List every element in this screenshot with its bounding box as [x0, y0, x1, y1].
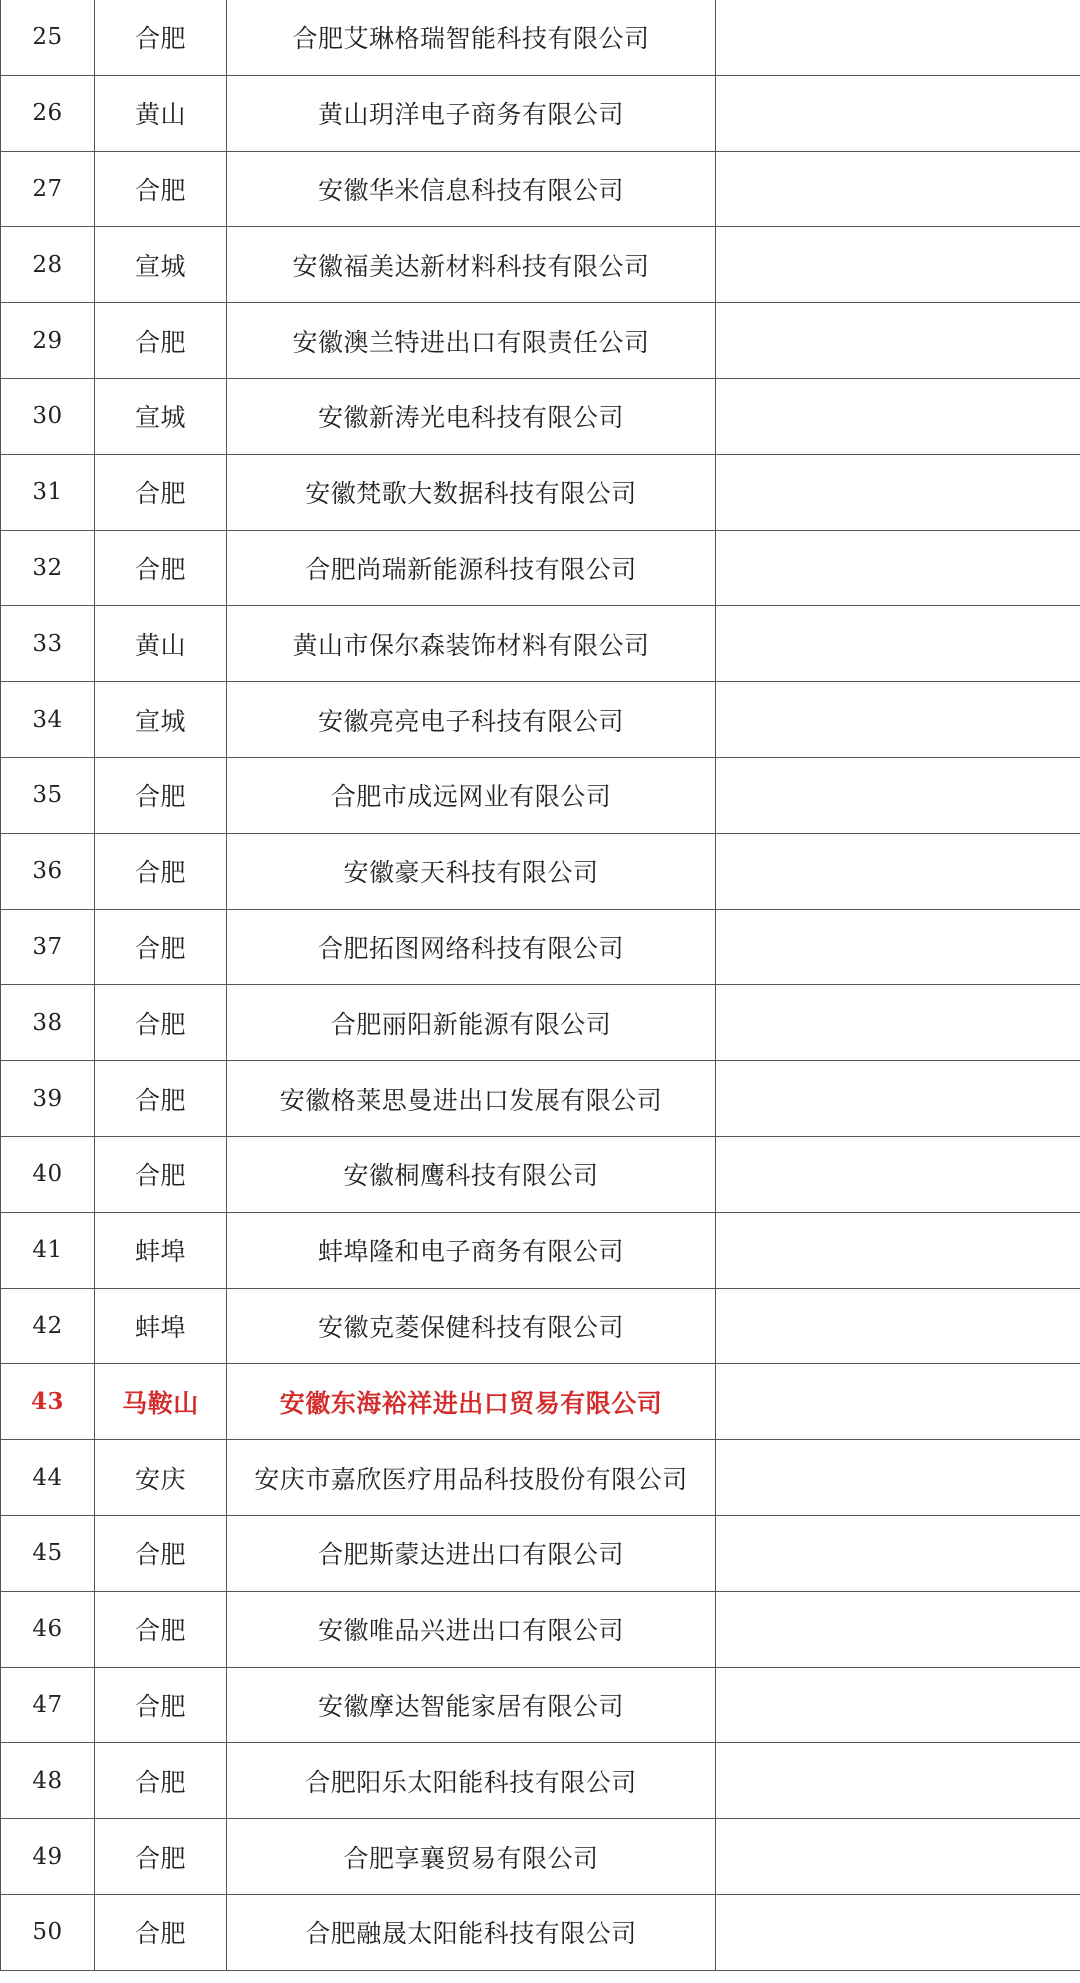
remark-cell [716, 227, 1080, 303]
city-cell: 合肥 [95, 1061, 227, 1137]
company-name-cell: 安徽摩达智能家居有限公司 [227, 1667, 716, 1743]
row-number-cell: 46 [1, 1591, 95, 1667]
remark-cell [716, 1819, 1080, 1895]
row-number-cell: 25 [1, 0, 95, 75]
row-number-cell: 28 [1, 227, 95, 303]
city-cell: 安庆 [95, 1440, 227, 1516]
row-number-cell: 26 [1, 75, 95, 151]
remark-cell [716, 1212, 1080, 1288]
city-cell: 合肥 [95, 0, 227, 75]
row-number-cell: 42 [1, 1288, 95, 1364]
table-row [1, 378, 1080, 454]
company-list-body [1, 0, 1080, 1970]
remark-cell [716, 1061, 1080, 1137]
row-number-cell: 39 [1, 1061, 95, 1137]
city-cell: 合肥 [95, 985, 227, 1061]
company-name-cell: 合肥阳乐太阳能科技有限公司 [227, 1743, 716, 1819]
table-row [1, 1212, 1080, 1288]
city-cell: 合肥 [95, 303, 227, 379]
remark-cell [716, 0, 1080, 75]
remark-cell [716, 1667, 1080, 1743]
city-cell: 宣城 [95, 682, 227, 758]
city-cell: 合肥 [95, 757, 227, 833]
row-number-cell: 43 [1, 1364, 95, 1440]
table-row [1, 151, 1080, 227]
remark-cell [716, 1515, 1080, 1591]
company-name-cell: 安徽桐鹰科技有限公司 [227, 1136, 716, 1212]
city-cell: 合肥 [95, 1743, 227, 1819]
remark-cell [716, 682, 1080, 758]
table-row [1, 757, 1080, 833]
city-cell: 合肥 [95, 1591, 227, 1667]
company-name-cell: 安徽唯品兴进出口有限公司 [227, 1591, 716, 1667]
remark-cell [716, 151, 1080, 227]
remark-cell [716, 833, 1080, 909]
city-cell: 合肥 [95, 833, 227, 909]
row-number-cell: 40 [1, 1136, 95, 1212]
company-name-cell: 合肥享襄贸易有限公司 [227, 1819, 716, 1895]
company-name-cell: 合肥拓图网络科技有限公司 [227, 909, 716, 985]
company-name-cell: 合肥艾琳格瑞智能科技有限公司 [227, 0, 716, 75]
row-number-cell: 27 [1, 151, 95, 227]
table-row [1, 1288, 1080, 1364]
company-name-cell: 安徽华米信息科技有限公司 [227, 151, 716, 227]
city-cell: 合肥 [95, 530, 227, 606]
row-number-cell: 47 [1, 1667, 95, 1743]
table-row [1, 1136, 1080, 1212]
city-cell: 合肥 [95, 1515, 227, 1591]
company-name-cell: 黄山玥洋电子商务有限公司 [227, 75, 716, 151]
remark-cell [716, 1136, 1080, 1212]
row-number-cell: 50 [1, 1894, 95, 1970]
remark-cell [716, 985, 1080, 1061]
company-name-cell: 合肥市成远网业有限公司 [227, 757, 716, 833]
company-name-cell: 蚌埠隆和电子商务有限公司 [227, 1212, 716, 1288]
company-name-cell: 安徽福美达新材料科技有限公司 [227, 227, 716, 303]
table-row [1, 682, 1080, 758]
row-number-cell: 45 [1, 1515, 95, 1591]
row-number-cell: 35 [1, 757, 95, 833]
city-cell: 合肥 [95, 454, 227, 530]
remark-cell [716, 1364, 1080, 1440]
city-cell: 蚌埠 [95, 1212, 227, 1288]
table-row [1, 909, 1080, 985]
row-number-cell: 36 [1, 833, 95, 909]
company-name-cell: 安徽新涛光电科技有限公司 [227, 378, 716, 454]
table-row [1, 303, 1080, 379]
table-row [1, 530, 1080, 606]
row-number-cell: 32 [1, 530, 95, 606]
remark-cell [716, 530, 1080, 606]
remark-cell [716, 1743, 1080, 1819]
row-number-cell: 38 [1, 985, 95, 1061]
company-name-cell: 安徽豪天科技有限公司 [227, 833, 716, 909]
remark-cell [716, 1591, 1080, 1667]
table-row [1, 454, 1080, 530]
company-name-cell: 合肥尚瑞新能源科技有限公司 [227, 530, 716, 606]
row-number-cell: 34 [1, 682, 95, 758]
remark-cell [716, 1894, 1080, 1970]
remark-cell [716, 606, 1080, 682]
company-name-cell: 安徽亮亮电子科技有限公司 [227, 682, 716, 758]
table-row [1, 1440, 1080, 1516]
table-row [1, 1061, 1080, 1137]
city-cell: 黄山 [95, 606, 227, 682]
company-name-cell: 安庆市嘉欣医疗用品科技股份有限公司 [227, 1440, 716, 1516]
city-cell: 马鞍山 [95, 1364, 227, 1440]
table-row [1, 75, 1080, 151]
city-cell: 合肥 [95, 909, 227, 985]
company-name-cell: 黄山市保尔森装饰材料有限公司 [227, 606, 716, 682]
row-number-cell: 48 [1, 1743, 95, 1819]
table-row [1, 1819, 1080, 1895]
city-cell: 黄山 [95, 75, 227, 151]
table-row [1, 1591, 1080, 1667]
company-name-cell: 安徽梵歌大数据科技有限公司 [227, 454, 716, 530]
table-row [1, 833, 1080, 909]
table-row [1, 1667, 1080, 1743]
table-row [1, 1743, 1080, 1819]
row-number-cell: 33 [1, 606, 95, 682]
remark-cell [716, 378, 1080, 454]
company-name-cell: 安徽东海裕祥进出口贸易有限公司 [227, 1364, 716, 1440]
company-name-cell: 安徽克菱保健科技有限公司 [227, 1288, 716, 1364]
city-cell: 蚌埠 [95, 1288, 227, 1364]
city-cell: 宣城 [95, 227, 227, 303]
table-row [1, 0, 1080, 75]
city-cell: 合肥 [95, 1894, 227, 1970]
row-number-cell: 49 [1, 1819, 95, 1895]
remark-cell [716, 454, 1080, 530]
city-cell: 宣城 [95, 378, 227, 454]
remark-cell [716, 75, 1080, 151]
company-name-cell: 安徽格莱思曼进出口发展有限公司 [227, 1061, 716, 1137]
table-row [1, 1894, 1080, 1970]
remark-cell [716, 303, 1080, 379]
table-row [1, 606, 1080, 682]
city-cell: 合肥 [95, 1819, 227, 1895]
city-cell: 合肥 [95, 1667, 227, 1743]
city-cell: 合肥 [95, 151, 227, 227]
row-number-cell: 31 [1, 454, 95, 530]
table-row-highlighted [1, 1364, 1080, 1440]
table-row [1, 227, 1080, 303]
company-name-cell: 合肥斯蒙达进出口有限公司 [227, 1515, 716, 1591]
company-name-cell: 合肥丽阳新能源有限公司 [227, 985, 716, 1061]
row-number-cell: 41 [1, 1212, 95, 1288]
row-number-cell: 37 [1, 909, 95, 985]
remark-cell [716, 1440, 1080, 1516]
remark-cell [716, 909, 1080, 985]
row-number-cell: 29 [1, 303, 95, 379]
table-row [1, 1515, 1080, 1591]
remark-cell [716, 757, 1080, 833]
row-number-cell: 30 [1, 378, 95, 454]
table-row [1, 985, 1080, 1061]
city-cell: 合肥 [95, 1136, 227, 1212]
row-number-cell: 44 [1, 1440, 95, 1516]
company-name-cell: 合肥融晟太阳能科技有限公司 [227, 1894, 716, 1970]
remark-cell [716, 1288, 1080, 1364]
company-name-cell: 安徽澳兰特进出口有限责任公司 [227, 303, 716, 379]
